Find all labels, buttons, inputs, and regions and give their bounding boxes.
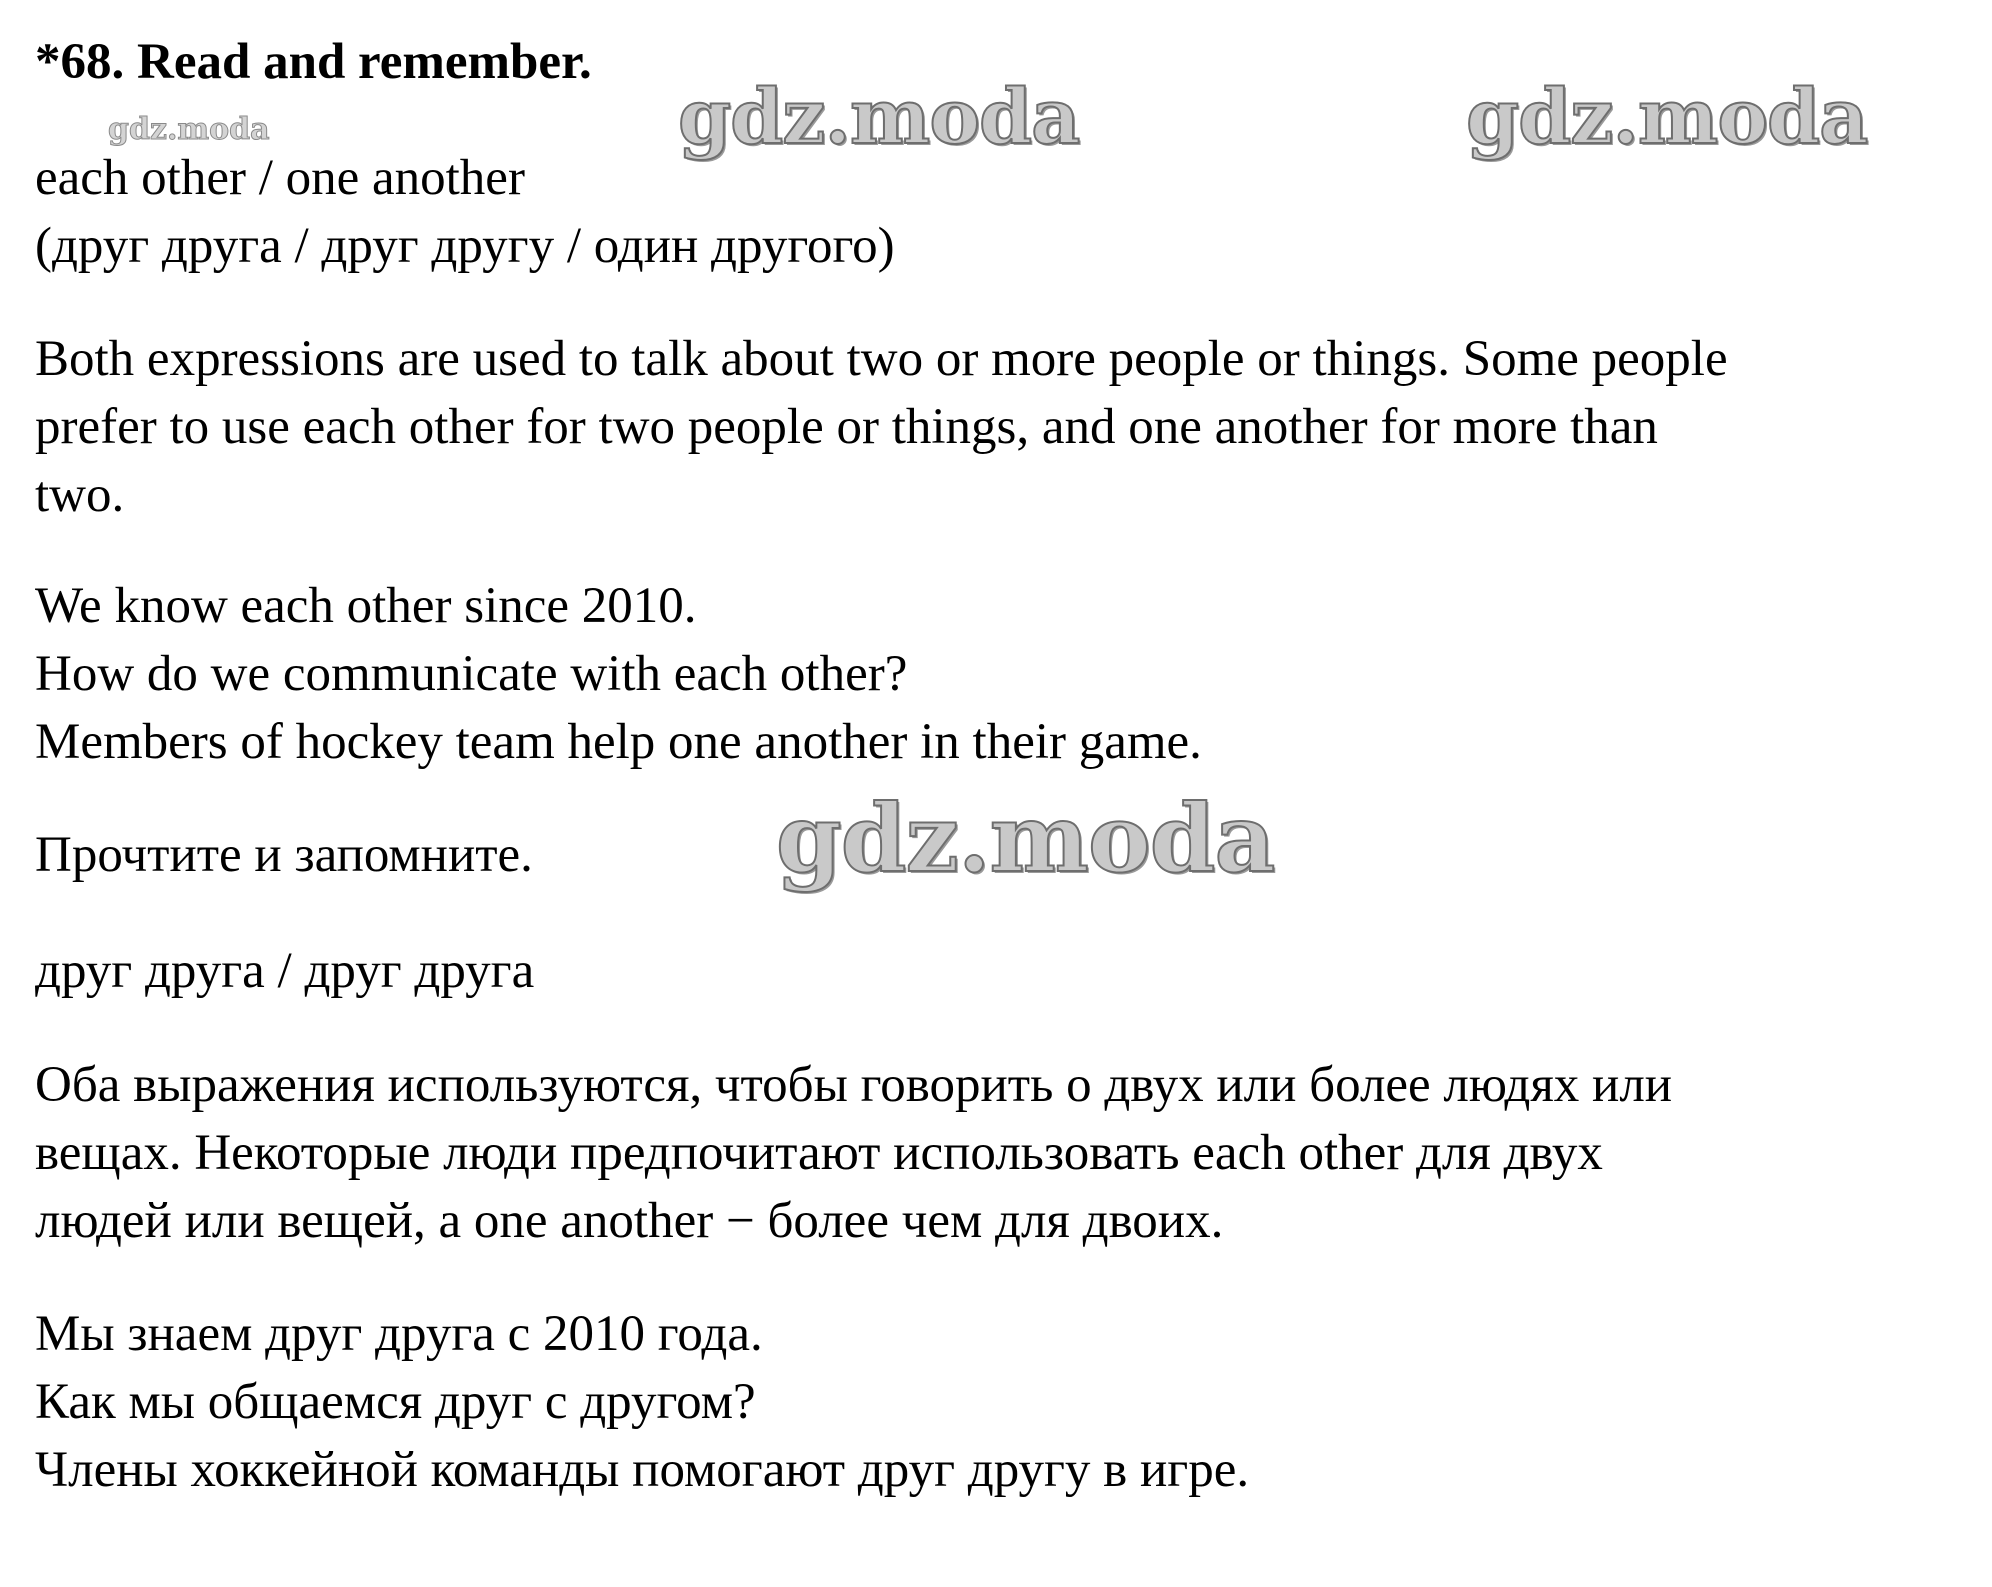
exercise-title: *68. Read and remember. [35, 34, 592, 90]
example-sentence-1: We know each other since 2010. [35, 578, 697, 634]
phrase-english: each other / one another [35, 150, 525, 206]
russian-example-3: Члены хоккейной команды помогают друг другу в игре. [35, 1442, 1250, 1498]
explanation-line-2: prefer to use each other for two people or things, and one another for more than [35, 399, 1658, 455]
russian-heading: Прочтите и запомните. [35, 827, 533, 883]
watermark-middle: gdz.moda [776, 784, 1275, 894]
explanation-line-3: two. [35, 467, 125, 523]
russian-example-2: Как мы общаемся друг с другом? [35, 1374, 756, 1430]
russian-phrase: друг друга / друг друга [35, 943, 535, 999]
example-sentence-3: Members of hockey team help one another in their game. [35, 714, 1202, 770]
russian-example-1: Мы знаем друг друга с 2010 года. [35, 1306, 763, 1362]
phrase-translation: (друг друга / друг другу / один другого) [35, 218, 895, 274]
watermark-top-center: gdz.moda [678, 72, 1080, 161]
example-sentence-2: How do we communicate with each other? [35, 646, 908, 702]
russian-explanation-line-1: Оба выражения используются, чтобы говорить о двух или более людях или [35, 1057, 1673, 1113]
watermark-top-right: gdz.moda [1466, 72, 1868, 161]
russian-explanation-line-3: людей или вещей, а one another − более чем для двоих. [35, 1193, 1224, 1249]
explanation-line-1: Both expressions are used to talk about two or more people or things. Some people [35, 331, 1728, 387]
russian-explanation-line-2: вещах. Некоторые люди предпочитают использовать each other для двух [35, 1125, 1603, 1181]
watermark-small: gdz.moda [108, 112, 270, 147]
